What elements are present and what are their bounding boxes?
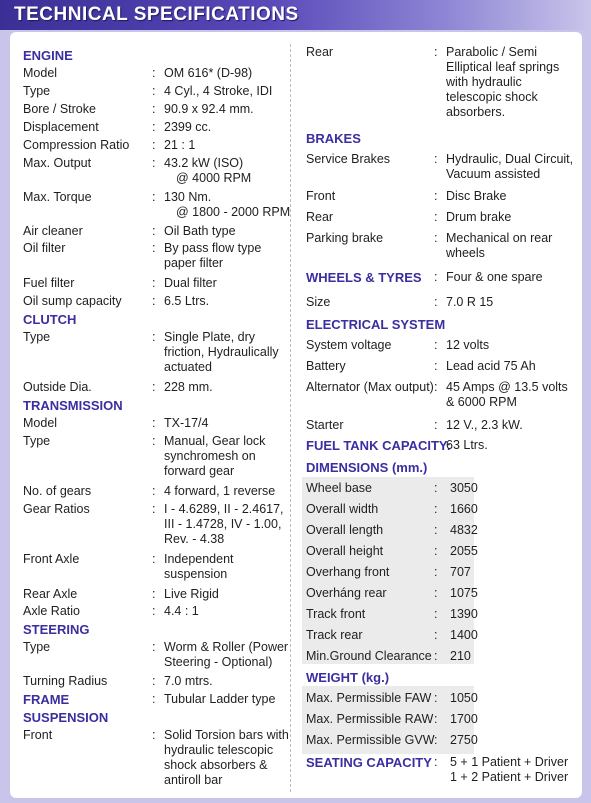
spec-value: 1050	[450, 691, 478, 705]
spec-label: Overall height	[306, 544, 384, 558]
colon: :	[152, 674, 156, 688]
spec-label: Type	[23, 84, 51, 98]
spec-label: Front	[23, 728, 53, 742]
colon: :	[434, 523, 438, 537]
colon: :	[434, 45, 438, 59]
spec-value: Rev. - 4.38	[164, 532, 225, 546]
spec-value: Disc Brake	[446, 189, 507, 203]
spec-label: Service Brakes	[306, 152, 391, 166]
spec-value: & 6000 RPM	[446, 395, 517, 409]
spec-value: Parabolic / Semi	[446, 45, 538, 59]
spec-label: Max. Permissible RAW	[306, 712, 434, 726]
spec-value: 21 : 1	[164, 138, 196, 152]
colon: :	[434, 152, 438, 166]
spec-value: @ 1800 - 2000 RPM	[176, 205, 291, 219]
spec-value: Steering - Optional)	[164, 655, 273, 669]
clutch-heading: CLUTCH	[23, 312, 77, 327]
spec-label: Turning Radius	[23, 674, 108, 688]
spec-value: 3050	[450, 481, 478, 495]
spec-label: Oil sump capacity	[23, 294, 122, 308]
colon: :	[434, 481, 438, 495]
spec-label: Starter	[306, 418, 344, 432]
spec-label: Air cleaner	[23, 224, 83, 238]
spec-value: Lead acid 75 Ah	[446, 359, 536, 373]
spec-value: 45 Amps @ 13.5 volts	[446, 380, 568, 394]
spec-value: Oil Bath type	[164, 224, 236, 238]
colon: :	[434, 607, 438, 621]
spec-value: paper filter	[164, 256, 224, 270]
engine-heading: ENGINE	[23, 48, 73, 63]
spec-label: Max. Permissible FAW	[306, 691, 432, 705]
spec-value: Tubular Ladder type	[164, 692, 276, 706]
spec-value: forward gear	[164, 464, 235, 478]
colon: :	[152, 502, 156, 516]
spec-label: Overall length	[306, 523, 384, 537]
brakes-heading: BRAKES	[306, 131, 361, 146]
colon: :	[434, 380, 438, 394]
spec-value: 12 volts	[446, 338, 490, 352]
spec-value: 707	[450, 565, 471, 579]
colon: :	[152, 434, 156, 448]
transmission-heading: TRANSMISSION	[23, 398, 123, 413]
electrical-heading: ELECTRICAL SYSTEM	[306, 317, 446, 332]
spec-label: Max. Permissible GVW	[306, 733, 435, 747]
colon: :	[152, 604, 156, 618]
colon: :	[152, 156, 156, 170]
spec-value: shock absorbers &	[164, 758, 268, 772]
colon: :	[434, 210, 438, 224]
spec-value: wheels	[446, 246, 485, 260]
spec-label: Track rear	[306, 628, 363, 642]
colon: :	[434, 649, 438, 663]
spec-label: Axle Ratio	[23, 604, 80, 618]
spec-value: 4 Cyl., 4 Stroke, IDI	[164, 84, 273, 98]
colon: :	[434, 338, 438, 352]
colon: :	[152, 587, 156, 601]
spec-value: suspension	[164, 567, 228, 581]
colon: :	[434, 189, 438, 203]
spec-value: 1390	[450, 607, 478, 621]
weight-heading: WEIGHT (kg.)	[306, 670, 390, 685]
spec-value: absorbers.	[446, 105, 506, 119]
spec-value: Manual, Gear lock	[164, 434, 266, 448]
spec-label: Gear Ratios	[23, 502, 90, 516]
spec-value: 12 V., 2.3 kW.	[446, 418, 523, 432]
spec-value: telescopic shock	[446, 90, 538, 104]
spec-value: Independent	[164, 552, 234, 566]
spec-label: Displacement	[23, 120, 99, 134]
colon: :	[152, 380, 156, 394]
colon: :	[152, 692, 156, 706]
spec-value: III - 1.4728, IV - 1.00,	[164, 517, 282, 531]
colon: :	[152, 484, 156, 498]
colon: :	[434, 586, 438, 600]
spec-value: with hydraulic	[446, 75, 522, 89]
spec-label: Type	[23, 640, 51, 654]
spec-label: Front Axle	[23, 552, 80, 566]
spec-label: System voltage	[306, 338, 392, 352]
spec-label: Rear	[306, 45, 334, 59]
spec-value: Mechanical on rear	[446, 231, 553, 245]
colon: :	[434, 628, 438, 642]
spec-value: 1 + 2 Patient + Driver	[450, 770, 569, 784]
spec-value: 7.0 R 15	[446, 295, 494, 309]
colon: :	[152, 84, 156, 98]
colon: :	[152, 276, 156, 290]
spec-label: No. of gears	[23, 484, 92, 498]
colon: :	[152, 294, 156, 308]
spec-label: Outside Dia.	[23, 380, 92, 394]
steering-heading: STEERING	[23, 622, 90, 637]
spec-value: hydraulic telescopic	[164, 743, 274, 757]
dimensions-heading: DIMENSIONS (mm.)	[306, 460, 428, 475]
spec-value: 4 forward, 1 reverse	[164, 484, 276, 498]
colon: :	[434, 544, 438, 558]
spec-value: Drum brake	[446, 210, 512, 224]
spec-value: 228 mm.	[164, 380, 213, 394]
frame-heading: FRAME	[23, 692, 70, 707]
colon: :	[152, 728, 156, 742]
spec-value: Elliptical leaf springs	[446, 60, 560, 74]
spec-value: Four & one spare	[446, 270, 543, 284]
spec-value: 2055	[450, 544, 478, 558]
spec-label: Min.Ground Clearance	[306, 649, 432, 663]
spec-value: 130 Nm.	[164, 190, 212, 204]
spec-value: By pass flow type	[164, 241, 262, 255]
spec-label: Max. Output	[23, 156, 92, 170]
spec-value: antiroll bar	[164, 773, 223, 787]
spec-value: 1075	[450, 586, 478, 600]
spec-value: 2399 cc.	[164, 120, 212, 134]
spec-label: Model	[23, 66, 58, 80]
spec-value: 2750	[450, 733, 478, 747]
seating-heading: SEATING CAPACITY	[306, 755, 432, 770]
spec-value: 210	[450, 649, 471, 663]
wheels-tyres-heading: WHEELS & TYRES	[306, 270, 422, 285]
colon: :	[434, 295, 438, 309]
colon: :	[434, 270, 438, 284]
spec-value: Live Rigid	[164, 587, 219, 601]
spec-label: Track front	[306, 607, 366, 621]
spec-value: I - 4.6289, II - 2.4617,	[164, 502, 284, 516]
colon: :	[152, 640, 156, 654]
spec-label: Parking brake	[306, 231, 384, 245]
spec-label: Compression Ratio	[23, 138, 130, 152]
spec-label: Oil filter	[23, 241, 66, 255]
colon: :	[152, 190, 156, 204]
colon: :	[152, 224, 156, 238]
spec-value: Single Plate, dry	[164, 330, 256, 344]
spec-label: Max. Torque	[23, 190, 92, 204]
colon: :	[434, 755, 438, 769]
colon: :	[152, 138, 156, 152]
spec-label: Type	[23, 330, 51, 344]
spec-value: 1400	[450, 628, 478, 642]
colon: :	[434, 231, 438, 245]
spec-label: Alternator (Max output)	[306, 380, 434, 394]
title-banner	[0, 0, 591, 30]
spec-value: Vacuum assisted	[446, 167, 541, 181]
colon: :	[434, 733, 438, 747]
colon: :	[152, 102, 156, 116]
spec-label: Rear Axle	[23, 587, 78, 601]
colon: :	[152, 241, 156, 255]
spec-value: Hydraulic, Dual Circuit,	[446, 152, 574, 166]
spec-label: Fuel filter	[23, 276, 75, 290]
colon: :	[434, 359, 438, 373]
spec-label: Overháng rear	[306, 586, 387, 600]
colon: :	[434, 691, 438, 705]
spec-label: Battery	[306, 359, 346, 373]
spec-value: 1660	[450, 502, 478, 516]
spec-value: Dual filter	[164, 276, 217, 290]
colon: :	[434, 565, 438, 579]
spec-label: Wheel base	[306, 481, 373, 495]
spec-label: Overhang front	[306, 565, 390, 579]
colon: :	[152, 120, 156, 134]
colon: :	[152, 416, 156, 430]
colon: :	[152, 66, 156, 80]
spec-value: 43.2 kW (ISO)	[164, 156, 244, 170]
spec-value: actuated	[164, 360, 212, 374]
spec-label: Rear	[306, 210, 334, 224]
spec-value: 7.0 mtrs.	[164, 674, 213, 688]
spec-value: Solid Torsion bars with	[164, 728, 289, 742]
spec-value: 4832	[450, 523, 478, 537]
spec-label: Bore / Stroke	[23, 102, 96, 116]
spec-value: 5 + 1 Patient + Driver	[450, 755, 569, 769]
spec-label: Model	[23, 416, 58, 430]
spec-value: OM 616* (D-98)	[164, 66, 253, 80]
colon: :	[434, 418, 438, 432]
spec-label: Size	[306, 295, 331, 309]
spec-value: 6.5 Ltrs.	[164, 294, 210, 308]
spec-value: 63 Ltrs.	[446, 438, 488, 452]
colon: :	[152, 330, 156, 344]
spec-value: TX-17/4	[164, 416, 209, 430]
colon: :	[434, 712, 438, 726]
spec-label: Type	[23, 434, 51, 448]
spec-value: 1700	[450, 712, 478, 726]
spec-value: 4.4 : 1	[164, 604, 199, 618]
fuel-tank-heading: FUEL TANK CAPACITY:	[306, 438, 451, 453]
colon: :	[152, 552, 156, 566]
spec-label: Front	[306, 189, 336, 203]
suspension-heading: SUSPENSION	[23, 710, 109, 725]
spec-value: friction, Hydraulically	[164, 345, 279, 359]
spec-value: Worm & Roller (Power	[164, 640, 289, 654]
spec-value: 90.9 x 92.4 mm.	[164, 102, 254, 116]
page-title: TECHNICAL SPECIFICATIONS	[14, 4, 299, 25]
spec-value: synchromesh on	[164, 449, 256, 463]
column-divider	[290, 44, 291, 792]
spec-value: @ 4000 RPM	[176, 171, 252, 185]
spec-label: Overall width	[306, 502, 379, 516]
colon: :	[434, 502, 438, 516]
